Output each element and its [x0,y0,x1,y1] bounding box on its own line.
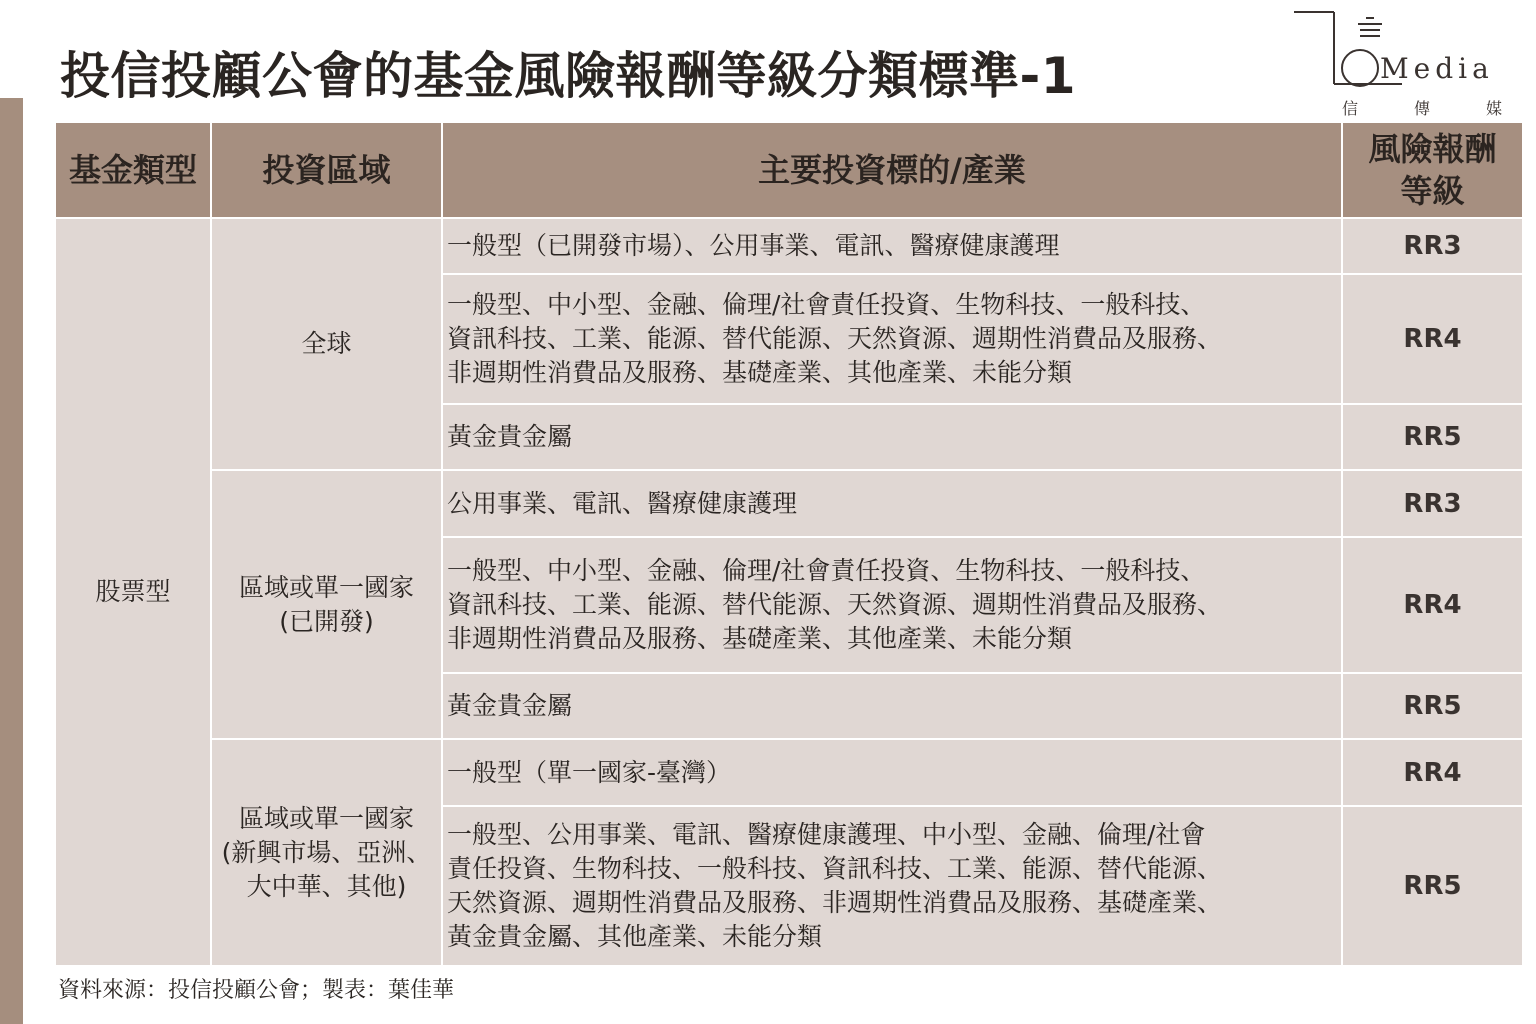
table-row [441,672,1341,738]
page-title: 投信投顧公會的基金風險報酬等級分類標準-1 [60,47,1077,105]
table-row [441,217,1341,273]
logo-word: Media [1380,52,1494,85]
risk-classification-table [56,123,1522,965]
targets-text: 一般型、中小型、金融、倫理/社會責任投資、生物科技、一般科技、 資訊科技、工業、能源、替代能源、天然資源、週期性消費品及服務、 非週期性消費品及服務、基礎產業、其他產業、未能分類 [447,290,1223,387]
region-label: 區域或單一國家 [238,803,414,833]
risk-level-cell: RR4 [1341,738,1522,805]
header-targets: 主要投資標的/產業 [441,123,1341,217]
region-label: (新興市場、亞洲、 [221,837,432,867]
targets-text: 一般型（已開發市場）、公用事業、電訊、醫療健康護理 [447,231,1060,260]
region-label: 全球 [301,329,352,358]
source-note: 資料來源：投信投顧公會；製表：葉佳華 [58,978,455,1003]
targets-text: 一般型（單一國家-臺灣） [447,757,732,787]
table-row [441,805,1341,965]
table-row [441,536,1341,672]
region-cell-developed [210,469,441,738]
header-fund-type: 基金類型 [56,123,210,217]
table-row [441,738,1341,805]
logo-sub-2: 傳 [1414,99,1431,118]
risk-level-cell: RR5 [1341,805,1522,965]
targets-text: 黃金貴金屬 [447,422,573,451]
risk-level-cell: RR5 [1341,403,1522,469]
region-label: 大中華、其他) [246,871,407,901]
table-row [441,273,1341,403]
table-row [441,469,1341,536]
region-cell-emerging [210,738,441,965]
risk-level-cell: RR5 [1341,672,1522,738]
targets-text: 黃金貴金屬 [447,691,573,720]
region-cell-global [210,217,441,469]
header-region: 投資區域 [210,123,441,217]
logo-sub-1: 信 [1342,99,1359,118]
header-risk-level: 風險報酬 等級 [1341,123,1522,217]
risk-level-cell: RR4 [1341,536,1522,672]
region-label: 區域或單一國家 [238,572,414,602]
brand-logo [1290,4,1520,120]
table-row [441,403,1341,469]
left-accent-bar [0,98,23,1024]
risk-level-cell: RR3 [1341,469,1522,536]
fund-type-cell: 股票型 [56,217,210,965]
targets-text: 公用事業、電訊、醫療健康護理 [447,488,798,518]
targets-text: 一般型、中小型、金融、倫理/社會責任投資、生物科技、一般科技、 資訊科技、工業、能源、替代能源、天然資源、週期性消費品及服務、 非週期性消費品及服務、基礎產業、其他產業、未能分類 [447,556,1223,653]
targets-text: 一般型、公用事業、電訊、醫療健康護理、中小型、金融、倫理/社會 責任投資、生物科技、一般科技、資訊科技、工業、能源、替代能源、 天然資源、週期性消費品及服務、非週期性消費品及服務、基礎產業、 黃金貴金屬、其他產業、未能分類 [447,820,1223,951]
logo-sub-3: 媒 [1486,99,1503,118]
region-label: (已開發) [279,606,374,636]
risk-level-cell: RR3 [1341,217,1522,273]
risk-level-cell: RR4 [1341,273,1522,403]
